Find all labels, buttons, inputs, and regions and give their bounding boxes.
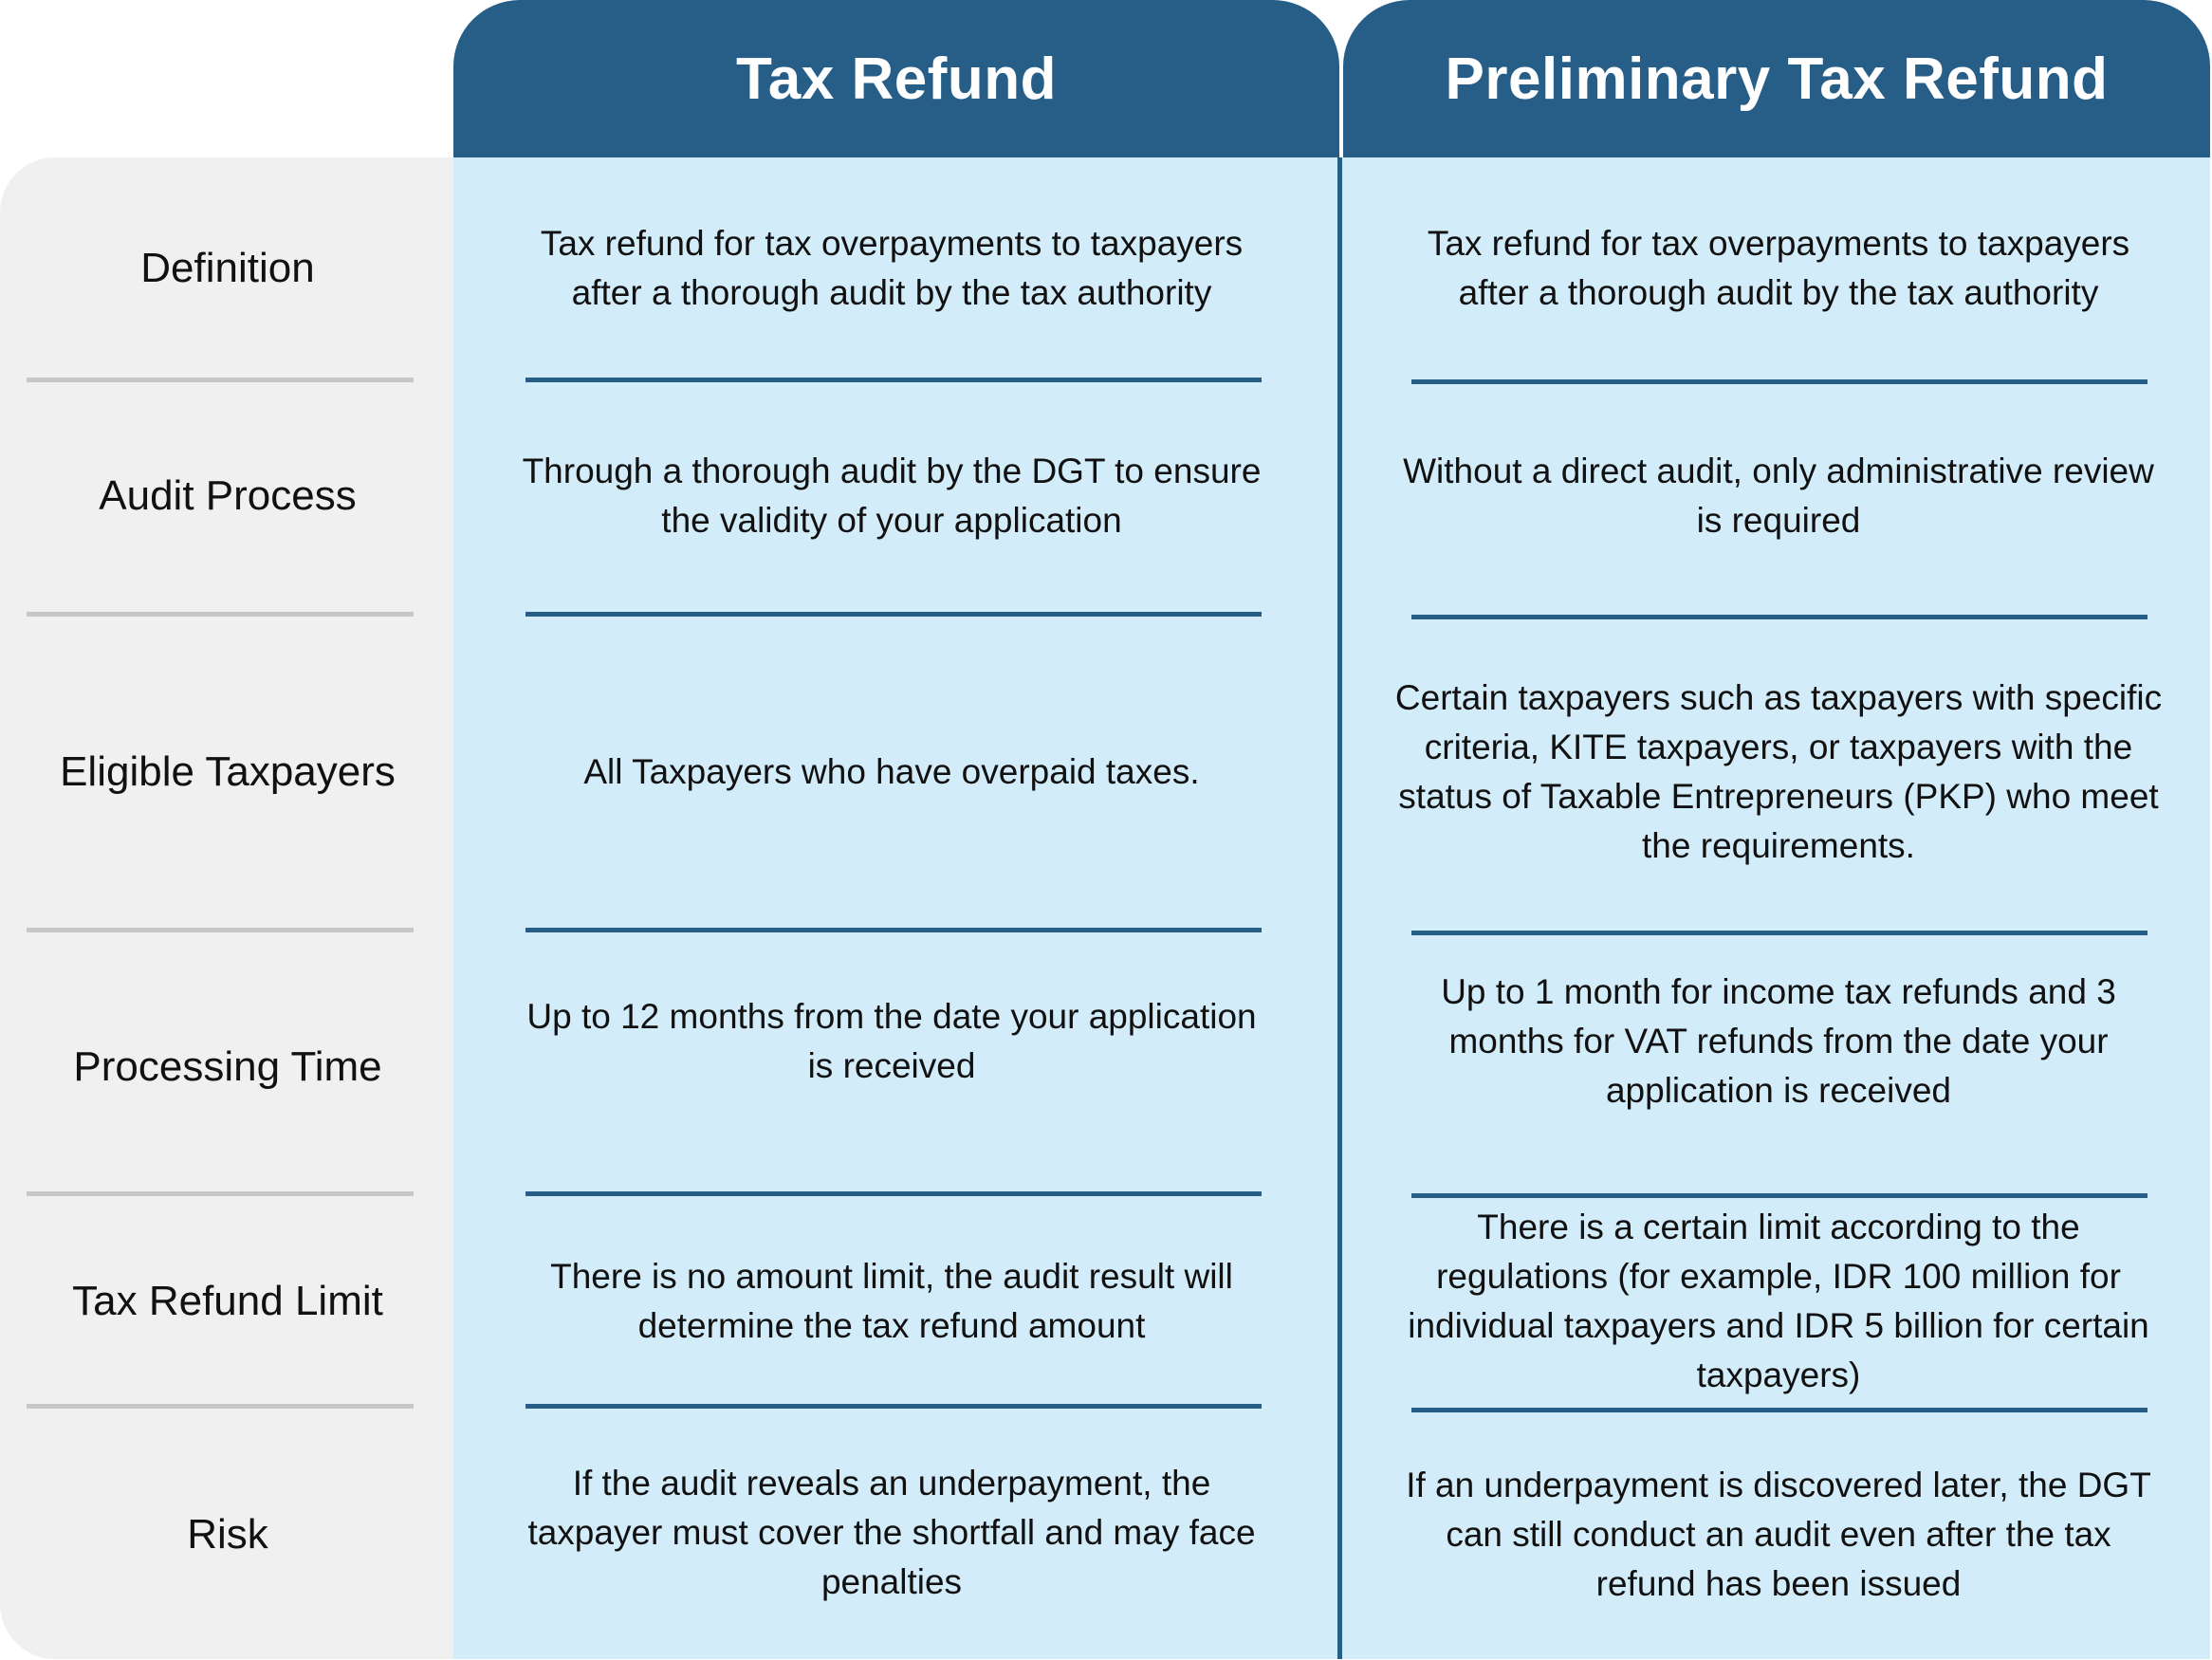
cell-tax-refund-limit-tax-refund: There is no amount limit, the audit result will determine the tax refund amount xyxy=(550,1257,1233,1345)
row-label-processing-time: Processing Time xyxy=(73,1043,382,1090)
cell-tax-refund-limit-preliminary: There is a certain limit according to the regulations (for example, IDR 100 million for individual taxpayers and IDR 5 billion for certain taxpayers) xyxy=(1408,1208,2149,1394)
cell-processing-time-preliminary: Up to 1 month for income tax refunds and 3 months for VAT refunds from the date your application is received xyxy=(1441,972,2116,1110)
row-label-eligible-taxpayers: Eligible Taxpayers xyxy=(60,748,396,795)
row-label-tax-refund-limit: Tax Refund Limit xyxy=(72,1278,383,1324)
cell-processing-time-tax-refund: Up to 12 months from the date your application is received xyxy=(526,997,1257,1085)
column-divider xyxy=(1337,157,1342,1659)
cell-definition-tax-refund: Tax refund for tax overpayments to taxpayers after a thorough audit by the tax authority xyxy=(540,224,1244,312)
cell-risk-preliminary: If an underpayment is discovered later, the DGT can still conduct an audit even after the tax refund has been issued xyxy=(1406,1466,2151,1603)
row-label-audit-process: Audit Process xyxy=(99,472,357,519)
row-divider xyxy=(27,1404,414,1409)
cell-definition-preliminary: Tax refund for tax overpayments to taxpayers after a thorough audit by the tax authority xyxy=(1427,224,2130,312)
row-divider xyxy=(525,1404,1262,1409)
row-label-risk: Risk xyxy=(187,1511,268,1558)
cell-eligible-taxpayers-preliminary: Certain taxpayers such as taxpayers with specific criteria, KITE taxpayers, or taxpayers with the status of Taxable Entrepreneurs (PKP) who meet the requirements. xyxy=(1394,678,2163,865)
column-header-tax-refund: Tax Refund xyxy=(453,0,1339,157)
cell-audit-process-preliminary: Without a direct audit, only administrative review is required xyxy=(1403,452,2154,540)
cell-eligible-taxpayers-tax-refund: All Taxpayers who have overpaid taxes. xyxy=(583,752,1200,791)
cell-audit-process-tax-refund: Through a thorough audit by the DGT to ensure the validity of your application xyxy=(522,452,1262,540)
column-header-preliminary-tax-refund: Preliminary Tax Refund xyxy=(1343,0,2210,157)
row-label-definition: Definition xyxy=(140,245,315,291)
cell-risk-tax-refund: If the audit reveals an underpayment, the taxpayer must cover the shortfall and may face penalties xyxy=(527,1464,1256,1601)
